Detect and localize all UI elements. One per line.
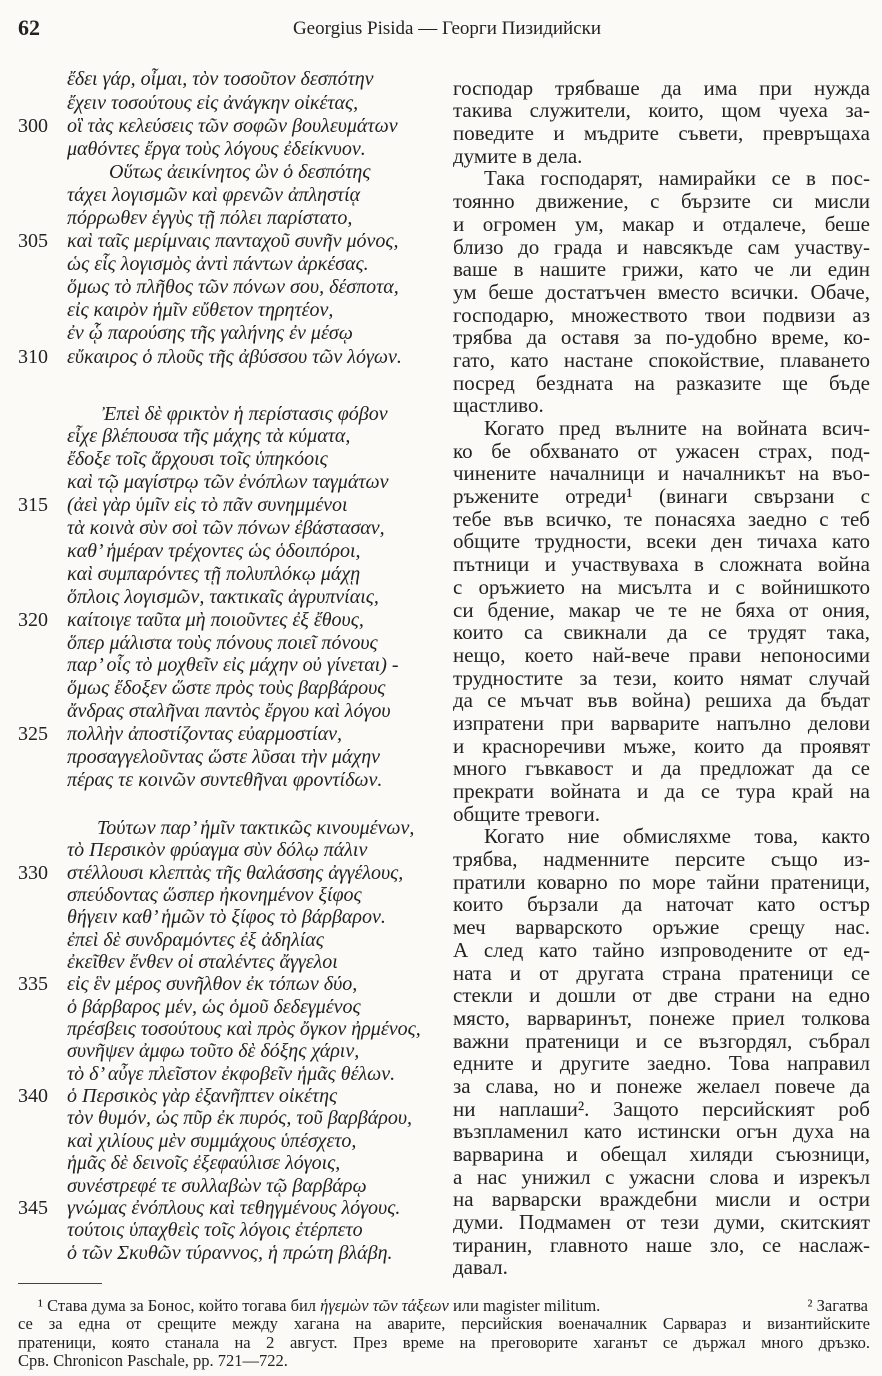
translation-line: които бързали да наточат като остър [453,892,870,917]
footnote-1-greek-term: ἡγεμὼν τῶν τάξεων [320,1296,449,1315]
greek-verse-text: ἔδει γάρ, οἶμαι, τὸν τοσοῦτον δεσπότην [67,68,374,91]
greek-verse-text: μαθόντες ἔργα τοὺς λόγους ἐδείκνυον. [67,137,366,160]
footnote-1 [38,1297,600,1315]
translation-line: които са свикнали да се трудят така, [453,620,870,645]
greek-verse-text: Τούτων παρ’ ἡμῖν τακτικῶς κινουμένων, [97,816,415,839]
greek-verse-text: συνῆψεν ἀμφω τοῦτο δὲ δόξης χάριν, [67,1040,360,1063]
translation-line: чинените началници и началникът на въо- [453,461,870,486]
translation-line: тиранин, главното наше зло, се наслаж- [453,1232,870,1257]
translation-line: много гъвкавост и да предложат да се [453,756,870,781]
translation-line: ко бе обхванато от ужасен страх, под- [453,438,870,463]
greek-verse-text: ἐν ᾧ παρούσης τῆς γαλήνης ἐν μέσῳ [67,322,353,345]
greek-verse-text: γνώμας ἐνόπλους καὶ τεθηγμένους λόγους. [67,1196,401,1219]
translation-line: ум беше достатъчен вместо всички. Обаче, [453,279,870,304]
greek-verse-line [0,68,450,91]
translation-line: варварина и обещал хиляди съюзници, [453,1142,870,1166]
greek-verse-line [0,632,450,655]
greek-verse-line [0,1130,450,1152]
greek-verse-text: πολλὴν ἀποστίζοντας εὐαρμοστίαν, [67,723,342,746]
translation-line: трябва да оставя за по-удобно време, ко- [453,325,870,350]
translation-line: поведите и мъдрите съвети, превръщаха [453,121,870,146]
greek-verse-line [0,184,450,207]
greek-verse-text: ὅπλοις λογισμῶν, τακτικαῖς ἀγρυπνίαις, [67,585,379,608]
greek-verse-text: ὅπερ μάλιστα τοὺς πόνους ποιεῖ πόνους [67,631,378,654]
translation-line: меч варварското оръжие срещу нас. [453,915,870,940]
greek-verse-text: ὅμως τὸ πλῆθος τῶν πόνων σου, δέσποτα, [67,276,399,299]
verse-line-number: 325 [18,723,48,746]
greek-verse-line [0,299,450,322]
greek-verse-line [0,723,450,746]
greek-text-column [0,0,450,1280]
greek-verse-line [0,973,450,995]
translation-line: трудностите за тези, които нямат случай [453,665,870,690]
translation-line: ръжените отреди¹ (винаги свързани с [453,484,870,509]
greek-verse-line [0,1040,450,1062]
greek-verse-text: ἄνδρας σταλῆναι παντὸς ἔργου καὶ λόγου [67,700,391,723]
translation-line: възпламенил като истински огън духа на [453,1119,870,1144]
verse-line-number: 345 [18,1196,48,1219]
greek-verse-text: Οὕτως ἀεικίνητος ὢν ὁ δεσπότης [109,160,371,183]
translation-line: едните и другите заедно. Това направил [453,1051,870,1076]
greek-verse-text: ὡς εἷς λογισμὸς ἀντὶ πάντων ἀρκέσας. [67,253,369,276]
greek-verse-text: συνέστρεφέ τε συλλαβὼν τῷ βαρβάρῳ [67,1174,367,1197]
greek-verse-text: ὁ τῶν Σκυθῶν τύραννος, ἡ πρώτη βλάβη. [67,1241,393,1264]
greek-verse-line [0,746,450,769]
translation-paragraph [453,77,870,168]
translation-paragraph [453,825,870,1279]
greek-verse-line [0,1063,450,1085]
greek-verse-line [0,817,450,839]
greek-verse-line [0,207,450,230]
translation-line: думи. Подмамен от тези думи, скитският [453,1210,870,1235]
greek-verse-line [0,276,450,299]
translation-line: посред бездната на разказите ще бъде [453,370,870,395]
greek-verse-text: ἐκεῖθεν ἔνθεν οἱ σταλέντες ἄγγελοι [67,950,338,973]
translation-line: място, варваринът, понеже приел толкова [453,1005,870,1030]
greek-verse-text: Ἐπεὶ δὲ φρικτὸν ἡ περίστασις φόβον [102,402,388,425]
greek-verse-text: ἔχειν τοσούτους εἰς ἀνάγκην οἰκέτας, [67,91,359,114]
translation-line: щастливо. [453,393,544,418]
footnote-1-text-end: или magister militum. [452,1296,601,1315]
greek-verse-line [0,1242,450,1264]
greek-verse-line [0,839,450,861]
translation-line: да се мъчат във война) решиха да бъдат [453,688,870,713]
greek-verse-line [0,494,450,517]
greek-verse-line [0,448,450,471]
greek-verse-line [0,769,450,792]
translation-line: Когато пред вълните на войната всич- [484,416,870,440]
translation-line: господарю, множеството твои подвизи аз [453,302,870,327]
greek-verse-text: τὰ κοινὰ σὺν σοὶ τῶν πόνων ἐβάστασαν, [67,517,385,540]
translation-line: господар трябваше да има при нужда [453,75,870,100]
greek-verse-line [0,929,450,951]
translation-line: за слава, но и понеже желаел повече да [453,1073,870,1098]
greek-verse-line [0,996,450,1018]
translation-line: гато, като настане спокойствие, плаването [453,347,870,372]
greek-verse-text: ἐπεὶ δὲ συνδραμόντες ἐξ ἀδηλίας [67,928,324,951]
greek-verse-line [0,115,450,138]
greek-verse-line [0,92,450,115]
greek-verse-text: στέλλουσι κλεπτὰς τῆς θαλάσσης ἀγγέλους, [67,861,404,884]
translation-line: думите в дела. [453,143,583,168]
footnote-1-mark: ¹ [38,1296,43,1315]
translation-line: ната и от другата страна пратеници се [453,960,870,985]
verse-line-number: 320 [18,608,48,631]
verse-line-number: 310 [18,345,48,368]
greek-verse-text: προσαγγελοῦντας ὥστε λῦσαι τὴν μάχην [67,745,380,768]
greek-verse-line [0,906,450,928]
greek-verse-line [0,1152,450,1174]
greek-verse-line [0,1018,450,1040]
greek-verse-text: σπεύδοντας ὥσπερ ἠκονημένον ξίφος [67,883,362,906]
translation-line: пътници и участвуваха в сложната война [453,552,870,577]
greek-verse-line [0,700,450,723]
translation-paragraph [453,417,870,825]
footnote-line: Срв. Chronicon Paschale, pp. 721—722. [18,1350,288,1370]
translation-line: стекли и дошли от две страни на едно [453,983,870,1008]
greek-verse-line [0,471,450,494]
greek-verse-line [0,517,450,540]
translation-line: Когато ние обмисляхме това, както [484,824,870,849]
page-number: 62 [18,15,40,40]
translation-line: общите тревоги. [453,801,600,826]
greek-verse-line [0,253,450,276]
greek-verse-text: εὔκαιρος ὁ πλοῦς τῆς ἀβύσσου τῶν λόγων. [67,345,402,368]
translation-line: а нас унижил с ужасни слова и изрекъл [453,1164,870,1189]
translation-line: и красноречиви мъже, които да проявят [453,733,870,758]
greek-verse-text: τὸ Περσικὸν φρύαγμα σὺν δόλῳ πάλιν [67,839,368,862]
greek-stanza [0,817,450,1264]
footnote-2-text: Загатва [816,1296,868,1315]
translation-line: Така господарят, намирайки се в пос- [484,166,870,191]
greek-verse-line [0,403,450,426]
translation-line: нещо, което най-вече прави непоносими [453,642,870,667]
translation-line: ваше в нашите грижи, като че ли един [453,257,870,282]
greek-verse-text: ὅμως ἔδοξεν ὥστε πρὸς τοὺς βαρβάρους [67,677,386,700]
greek-verse-text: καθ’ ἡμέραν τρέχοντες ὡς ὁδοιπόροι, [67,539,361,562]
greek-verse-text: καὶ τῷ μαγίστρῳ τῶν ἐνόπλων ταγμάτων [67,471,389,494]
greek-verse-text: τούτοις ὑπαχθεὶς τοῖς λόγοις ἐτέρπετο [67,1219,363,1242]
translation-line: давал. [453,1255,508,1280]
translation-line: тоянно движение, с бързите си мисли [453,189,870,214]
greek-verse-text: εἶχε βλέπουσα τῆς μάχης τὰ κύματα, [67,425,351,448]
greek-stanza [0,403,450,792]
greek-verse-text: ὁ Περσικὸς γὰρ ἐξανῆπτεν οἰκέτης [67,1085,338,1108]
greek-verse-line [0,609,450,632]
greek-verse-text: πόρρωθεν ἐγγὺς τῇ πόλει παρίστατο, [67,207,353,229]
verse-line-number: 330 [18,861,48,884]
greek-verse-text: τὸν θυμόν, ὡς πῦρ ἐκ πυρός, τοῦ βαρβάρου, [67,1107,413,1130]
greek-verse-text: καὶ συμπαρόντες τῇ πολυπλόκῳ μάχῃ [67,562,361,585]
translation-line: важни пратеници и се възгордял, събрал [453,1028,870,1053]
greek-verse-line [0,654,450,677]
translation-paragraph [453,167,870,417]
greek-verse-text: τὸ δ’ αὖγε πλεῖστον ἐκφοβεῖν ἡμᾶς θέλων. [67,1062,396,1085]
greek-verse-text: εἰς ἓν μέρος συνῆλθον ἐκ τόπων δύο, [67,973,358,996]
translation-line: пратили коварно по море тайни пратеници, [453,869,870,894]
greek-verse-text: παρ’ οἷς τὸ μοχθεῖν εἰς μάχην οὐ γίνεται) - [67,654,399,677]
greek-verse-line [0,563,450,586]
footnote-line [18,1297,870,1315]
translation-line: с оръжието на мисълта и с войнишкото [453,574,870,599]
greek-verse-line [0,540,450,563]
greek-verse-line [0,425,450,448]
translation-line: ни наплаши². Защото персийският роб [453,1096,870,1121]
greek-verse-line [0,677,450,700]
footnote-1-text: Става дума за Бонос, който тогава бил [47,1296,317,1315]
greek-verse-text: θήγειν καθ’ ἡμῶν τὸ ξίφος τὸ βάρβαρον. [67,906,386,929]
greek-verse-text: ὁ βάρβαρος μέν, ὡς ὁμοῦ δεδεγμένος [67,995,361,1018]
greek-verse-line [0,138,450,161]
bulgarian-translation-column [453,77,870,1279]
translation-line: близо до града и навсякъде сам участву- [453,234,870,259]
verse-line-number: 305 [18,230,48,253]
footnote-2-mark: ² [807,1296,813,1315]
greek-verse-line [0,1107,450,1129]
greek-verse-line [0,1085,450,1107]
greek-verse-line [0,586,450,609]
greek-stanza [0,68,450,368]
greek-verse-line [0,322,450,345]
greek-verse-text: ἔδοξε τοῖς ἄρχουσι τοῖς ὑπηκόοις [67,448,328,471]
greek-verse-line [0,862,450,884]
verse-line-number: 315 [18,494,48,517]
greek-verse-line [0,1175,450,1197]
greek-verse-text: πρέσβεις τοσούτους καὶ πρὸς ὄγκον ἠρμένος, [67,1018,421,1041]
translation-line: трябва, надменните персите също из- [453,847,870,872]
greek-verse-text: ἡμᾶς δὲ δεινοῖς ἐξεφαύλισε λόγοις, [67,1152,341,1175]
greek-verse-text: οἳ τὰς κελεύσεις τῶν σοφῶν βουλευμάτων [67,114,398,137]
greek-verse-line [0,951,450,973]
greek-verse-line [0,230,450,253]
greek-verse-text: πέρας τε κοινῶν συντεθῆναι φροντίδων. [67,768,383,791]
verse-line-number: 340 [18,1085,48,1108]
translation-line: такива служители, които, щом чуеха за- [453,98,870,123]
verse-line-number: 335 [18,973,48,996]
translation-line: на варварски враждебни мисли и остри [453,1187,870,1212]
translation-line: и огромен ум, макар и отдалече, беше [453,211,870,236]
greek-verse-line [0,346,450,369]
greek-verse-line [0,161,450,184]
greek-verse-text: καίτοιγε ταῦτα μὴ ποιοῦντες ἐξ ἔθους, [67,608,364,631]
translation-line: А след като тайно изпроводените от ед- [453,937,870,962]
greek-verse-text: τάχει λογισμῶν καὶ φρενῶν ἀπληστίᾳ [67,183,361,206]
translation-line: изпратени при варварите напълно делови [453,710,870,735]
translation-line: прекрати войната и да се тура край на [453,779,870,803]
verse-line-number: 300 [18,114,48,137]
translation-line: си бдение, макар че те не бяха от ония, [453,597,870,622]
running-title: Georgius Pisida — Георги Пизидийски [292,18,602,39]
translation-line: тебе във всичко, те понасяха заедно с теб [453,506,870,531]
footnote-line: пратеници, която станала на 2 август. През време на преговорите хаганът се държал много дръзко. [18,1332,870,1352]
greek-verse-text: καὶ χιλίους μὲν συμμάχους ὑπέσχετο, [67,1129,357,1152]
footnote-2-start [808,1297,868,1315]
greek-verse-line [0,1219,450,1241]
footnotes [18,1297,870,1370]
greek-verse-line [0,1197,450,1219]
translation-line: общите трудности, всеки ден тичаха като [453,529,870,554]
footnote-separator [18,1283,102,1284]
greek-verse-text: (ἀεὶ γὰρ ὑμῖν εἰς τὸ πᾶν συνημμένοι [67,494,348,517]
footnote-line: се за една от срещите между хагана на аварите, персийския военачалник Сарвараз и византийските [18,1314,870,1334]
greek-verse-line [0,884,450,906]
greek-verse-text: εἰς καιρὸν ἡμῖν εὔθετον τηρητέον, [67,299,334,322]
greek-verse-text: καὶ ταῖς μερίμναις πανταχοῦ συνῆν μόνος, [67,230,399,253]
